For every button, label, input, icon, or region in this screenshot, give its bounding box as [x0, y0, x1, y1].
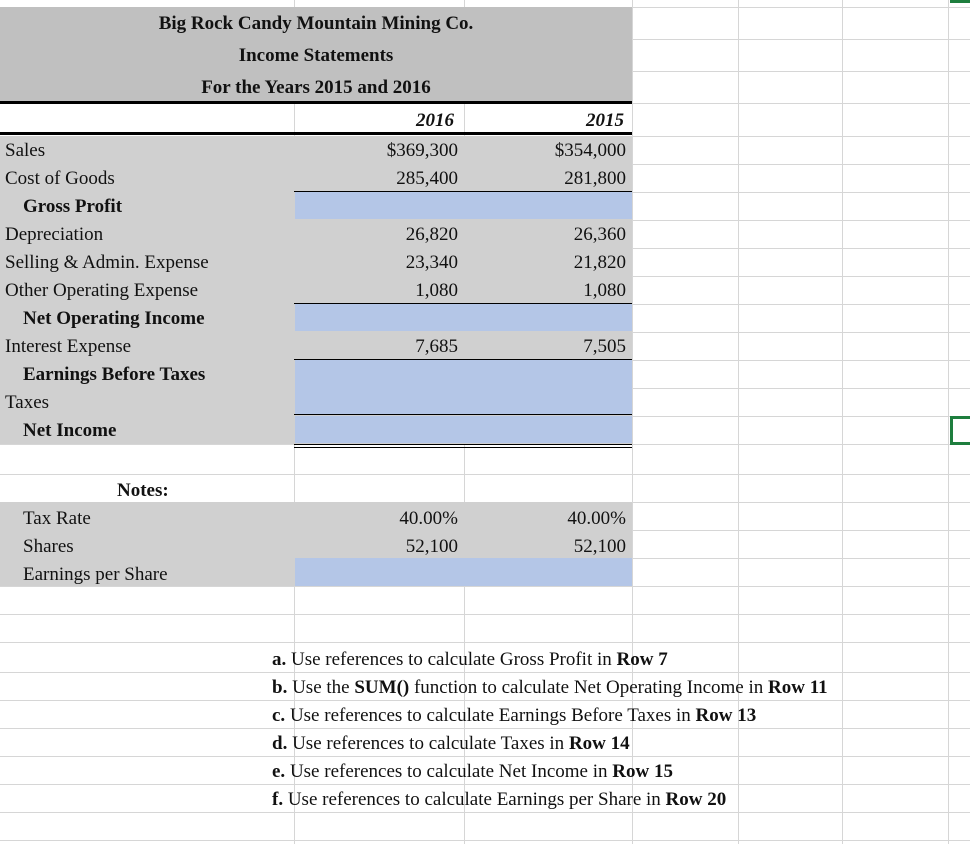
- selling-admin-2016[interactable]: 23,340: [405, 252, 458, 273]
- instruction-e: e. Use references to calculate Net Income in Row 15: [272, 761, 673, 782]
- notes-label-shares: Shares: [23, 536, 74, 557]
- taxes-underline: [294, 414, 632, 415]
- row-label-sales: Sales: [5, 140, 46, 161]
- row-label-gross-profit: Gross Profit: [23, 196, 123, 217]
- other-opex-2015[interactable]: 1,080: [583, 280, 626, 301]
- selected-cell[interactable]: [950, 416, 970, 445]
- tax-rate-2015[interactable]: 40.00%: [567, 508, 626, 529]
- earnings-before-taxes-input-cells[interactable]: [295, 360, 632, 414]
- sales-2016[interactable]: $369,300: [386, 140, 458, 161]
- notes-label-eps: Earnings per Share: [23, 564, 168, 585]
- row-label-ebt: Earnings Before Taxes: [23, 364, 206, 385]
- selling-admin-2015[interactable]: 21,820: [573, 252, 626, 273]
- instruction-f: f. Use references to calculate Earnings per Share in Row 20: [272, 789, 727, 810]
- period-title: For the Years 2015 and 2016: [201, 77, 431, 98]
- net-income-double-underline-2: [294, 447, 632, 448]
- row-label-net-operating-income: Net Operating Income: [23, 308, 205, 329]
- net-income-double-underline-1: [294, 444, 632, 445]
- notes-label-tax-rate: Tax Rate: [23, 508, 91, 529]
- instruction-b: b. Use the SUM() function to calculate Net Operating Income in Row 11: [272, 677, 828, 698]
- company-title: Big Rock Candy Mountain Mining Co.: [158, 13, 474, 34]
- instruction-d: d. Use references to calculate Taxes in Row 14: [272, 733, 630, 754]
- row-label-other-opex: Other Operating Expense: [5, 280, 199, 301]
- column-header-2016: 2016: [416, 110, 454, 131]
- cogs-2016[interactable]: 285,400: [396, 168, 458, 189]
- row-label-taxes: Taxes: [5, 392, 50, 413]
- sales-2015[interactable]: $354,000: [554, 140, 626, 161]
- row-label-depreciation: Depreciation: [5, 224, 104, 245]
- row-label-cogs: Cost of Goods: [5, 168, 115, 189]
- net-income-input-cells[interactable]: [295, 416, 632, 443]
- interest-2016[interactable]: 7,685: [415, 336, 458, 357]
- gross-profit-input-cells[interactable]: [295, 192, 632, 219]
- notes-title: Notes:: [117, 480, 169, 501]
- row-label-net-income: Net Income: [23, 420, 117, 441]
- row-label-interest: Interest Expense: [5, 336, 132, 357]
- depreciation-2016[interactable]: 26,820: [405, 224, 458, 245]
- shares-2016[interactable]: 52,100: [405, 536, 458, 557]
- instruction-a: a. Use references to calculate Gross Profit in Row 7: [272, 649, 668, 670]
- cogs-2015[interactable]: 281,800: [564, 168, 626, 189]
- depreciation-2015[interactable]: 26,360: [573, 224, 626, 245]
- shares-2015[interactable]: 52,100: [573, 536, 626, 557]
- instruction-c: c. Use references to calculate Earnings Before Taxes in Row 13: [272, 705, 757, 726]
- top-right-selection-mark: [950, 0, 970, 3]
- eps-input-cells[interactable]: [295, 558, 632, 586]
- column-header-2015: 2015: [586, 110, 624, 131]
- tax-rate-2016[interactable]: 40.00%: [399, 508, 458, 529]
- net-operating-income-input-cells[interactable]: [295, 304, 632, 331]
- other-opex-2016[interactable]: 1,080: [415, 280, 458, 301]
- interest-2015[interactable]: 7,505: [583, 336, 626, 357]
- row-label-selling-admin: Selling & Admin. Expense: [5, 252, 209, 273]
- statement-title: Income Statements: [238, 45, 394, 66]
